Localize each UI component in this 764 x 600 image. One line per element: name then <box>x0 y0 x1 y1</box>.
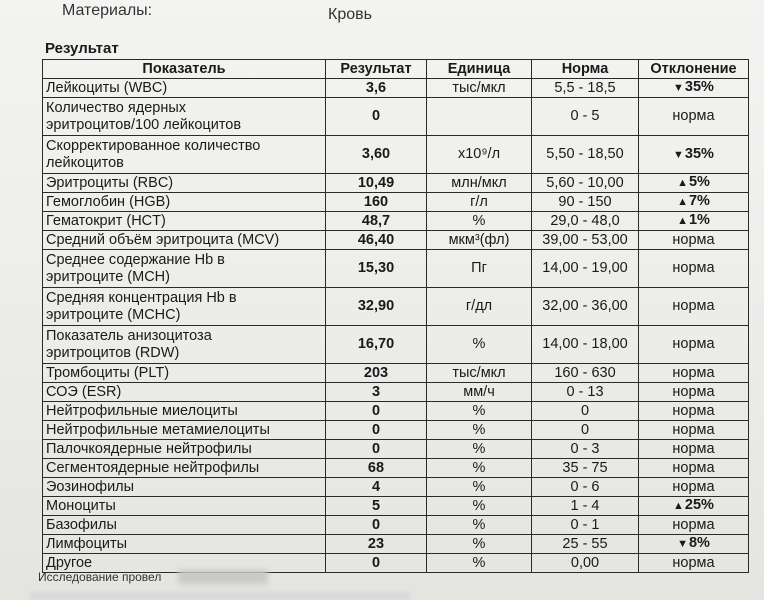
unit-value: % <box>427 440 532 459</box>
table-row <box>43 212 749 231</box>
deviation-cell <box>639 383 749 402</box>
norm-range: 0 - 1 <box>532 516 639 535</box>
indicator-name: Гемоглобин (HGB) <box>43 193 326 212</box>
deviation-cell <box>639 231 749 250</box>
deviation-value: норма <box>672 402 715 419</box>
indicator-name: Нейтрофильные метамиелоциты <box>43 421 326 440</box>
result-value: 3,60 <box>326 136 427 174</box>
table-row <box>43 535 749 554</box>
header-deviation: Отклонение <box>639 60 749 79</box>
table-row <box>43 516 749 535</box>
deviation-cell <box>639 535 749 554</box>
deviation-value: 7% <box>688 193 710 209</box>
indicator-name: Гематокрит (HCT) <box>43 212 326 231</box>
deviation-cell <box>639 326 749 364</box>
unit-value <box>427 98 532 136</box>
deviation-value: норма <box>672 260 715 276</box>
indicator-name: Тромбоциты (PLT) <box>43 364 326 383</box>
table-row <box>43 402 749 421</box>
arrow-up-icon: ▲ <box>677 196 688 208</box>
deviation-cell <box>639 364 749 383</box>
table-row <box>43 440 749 459</box>
deviation-value: норма <box>672 554 715 571</box>
result-value: 203 <box>326 364 427 383</box>
deviation-value: норма <box>672 298 715 314</box>
deviation-value: норма <box>672 478 715 495</box>
indicator-name: Эритроциты (RBC) <box>43 174 326 193</box>
norm-range: 14,00 - 19,00 <box>532 250 639 288</box>
unit-value: г/дл <box>427 288 532 326</box>
section-title: Результат <box>45 40 119 57</box>
table-row <box>43 79 749 98</box>
deviation-cell <box>639 421 749 440</box>
arrow-up-icon: ▲ <box>673 500 684 512</box>
indicator-name: Средняя концентрация Hb в эритроците (MCHC) <box>43 288 326 326</box>
arrow-down-icon: ▼ <box>677 538 688 550</box>
unit-value: мкм³(фл) <box>427 231 532 250</box>
unit-value: тыс/мкл <box>427 79 532 98</box>
deviation-value: норма <box>672 459 715 476</box>
indicator-name: Эозинофилы <box>43 478 326 497</box>
indicator-name: Скорректированное количество лейкоцитов <box>43 136 326 174</box>
deviation-value: норма <box>672 383 715 400</box>
unit-value: млн/мкл <box>427 174 532 193</box>
deviation-value: норма <box>672 440 715 457</box>
deviation-value: норма <box>672 231 715 248</box>
table-row <box>43 421 749 440</box>
result-value: 23 <box>326 535 427 554</box>
deviation-value: норма <box>672 108 715 124</box>
indicator-name: Количество ядерных эритроцитов/100 лейкоцитов <box>43 98 326 136</box>
norm-range: 29,0 - 48,0 <box>532 212 639 231</box>
deviation-value: норма <box>672 421 715 438</box>
result-value: 3,6 <box>326 79 427 98</box>
arrow-up-icon: ▲ <box>677 177 688 189</box>
deviation-cell <box>639 98 749 136</box>
table-row <box>43 193 749 212</box>
table-row <box>43 364 749 383</box>
deviation-value: 1% <box>688 212 710 228</box>
result-value: 68 <box>326 459 427 478</box>
norm-range: 0 - 5 <box>532 98 639 136</box>
deviation-cell <box>639 440 749 459</box>
unit-value: % <box>427 554 532 573</box>
cut-off-text <box>30 592 410 600</box>
indicator-name: Палочкоядерные нейтрофилы <box>43 440 326 459</box>
norm-range: 1 - 4 <box>532 497 639 516</box>
deviation-value: 35% <box>684 145 714 162</box>
table-body <box>43 79 749 573</box>
indicator-name: Показатель анизоцитоза эритроцитов (RDW) <box>43 326 326 364</box>
deviation-cell <box>639 554 749 573</box>
norm-range: 25 - 55 <box>532 535 639 554</box>
deviation-cell <box>639 516 749 535</box>
table-row <box>43 174 749 193</box>
norm-range: 14,00 - 18,00 <box>532 326 639 364</box>
arrow-down-icon: ▼ <box>673 82 684 94</box>
deviation-value: норма <box>672 516 715 533</box>
result-value: 48,7 <box>326 212 427 231</box>
norm-range: 0 - 6 <box>532 478 639 497</box>
deviation-value: норма <box>672 336 715 352</box>
unit-value: г/л <box>427 193 532 212</box>
norm-range: 5,50 - 18,50 <box>532 136 639 174</box>
result-value: 0 <box>326 440 427 459</box>
result-value: 0 <box>326 516 427 535</box>
arrow-up-icon: ▲ <box>677 215 688 227</box>
deviation-value: 25% <box>684 497 714 513</box>
norm-range: 0 <box>532 402 639 421</box>
unit-value: % <box>427 535 532 554</box>
unit-value: % <box>427 478 532 497</box>
deviation-cell <box>639 174 749 193</box>
deviation-cell <box>639 402 749 421</box>
result-value: 3 <box>326 383 427 402</box>
result-value: 10,49 <box>326 174 427 193</box>
header-unit: Единица <box>427 60 532 79</box>
footer-text: Исследование провел <box>38 570 162 584</box>
norm-range: 90 - 150 <box>532 193 639 212</box>
indicator-name: Моноциты <box>43 497 326 516</box>
norm-range: 0 - 3 <box>532 440 639 459</box>
table-row <box>43 497 749 516</box>
deviation-value: 8% <box>688 535 710 551</box>
deviation-cell <box>639 212 749 231</box>
norm-range: 0 <box>532 421 639 440</box>
indicator-name: Лимфоциты <box>43 535 326 554</box>
materials-label: Материалы: <box>62 2 153 19</box>
deviation-cell <box>639 288 749 326</box>
header-result: Результат <box>326 60 427 79</box>
table-row <box>43 326 749 364</box>
indicator-name: Базофилы <box>43 516 326 535</box>
result-value: 0 <box>326 554 427 573</box>
unit-value: x10⁹/л <box>427 136 532 174</box>
materials-value: Кровь <box>328 6 372 23</box>
norm-range: 160 - 630 <box>532 364 639 383</box>
norm-range: 0 - 13 <box>532 383 639 402</box>
result-value: 5 <box>326 497 427 516</box>
result-value: 46,40 <box>326 231 427 250</box>
indicator-name: Лейкоциты (WBC) <box>43 79 326 98</box>
arrow-down-icon: ▼ <box>673 148 684 161</box>
deviation-cell <box>639 193 749 212</box>
unit-value: Пг <box>427 250 532 288</box>
deviation-cell <box>639 497 749 516</box>
unit-value: % <box>427 459 532 478</box>
table-header-row <box>43 60 749 79</box>
table-row <box>43 250 749 288</box>
table-row <box>43 459 749 478</box>
norm-range: 32,00 - 36,00 <box>532 288 639 326</box>
deviation-cell <box>639 79 749 98</box>
header-norm: Норма <box>532 60 639 79</box>
norm-range: 5,5 - 18,5 <box>532 79 639 98</box>
indicator-name: Сегментоядерные нейтрофилы <box>43 459 326 478</box>
indicator-name: Другое <box>43 554 326 573</box>
table-row <box>43 383 749 402</box>
results-table <box>42 59 749 573</box>
deviation-cell <box>639 459 749 478</box>
unit-value: % <box>427 516 532 535</box>
norm-range: 0,00 <box>532 554 639 573</box>
deviation-cell <box>639 478 749 497</box>
unit-value: % <box>427 421 532 440</box>
norm-range: 39,00 - 53,00 <box>532 231 639 250</box>
table-row <box>43 136 749 174</box>
table-row <box>43 98 749 136</box>
unit-value: % <box>427 497 532 516</box>
deviation-cell <box>639 250 749 288</box>
unit-value: тыс/мкл <box>427 364 532 383</box>
redacted-name <box>178 570 268 584</box>
result-value: 4 <box>326 478 427 497</box>
result-value: 160 <box>326 193 427 212</box>
indicator-name: Среднее содержание Hb в эритроците (MCH) <box>43 250 326 288</box>
unit-value: мм/ч <box>427 383 532 402</box>
result-value: 15,30 <box>326 250 427 288</box>
unit-value: % <box>427 212 532 231</box>
deviation-value: норма <box>672 364 715 381</box>
norm-range: 5,60 - 10,00 <box>532 174 639 193</box>
header-indicator: Показатель <box>43 60 326 79</box>
result-value: 0 <box>326 402 427 421</box>
table-row <box>43 478 749 497</box>
result-value: 0 <box>326 98 427 136</box>
unit-value: % <box>427 402 532 421</box>
deviation-cell <box>639 136 749 174</box>
unit-value: % <box>427 326 532 364</box>
result-value: 16,70 <box>326 326 427 364</box>
table-row <box>43 231 749 250</box>
table-row <box>43 288 749 326</box>
result-value: 0 <box>326 421 427 440</box>
deviation-value: 35% <box>684 79 714 95</box>
indicator-name: Нейтрофильные миелоциты <box>43 402 326 421</box>
deviation-value: 5% <box>688 174 710 190</box>
indicator-name: СОЭ (ESR) <box>43 383 326 402</box>
result-value: 32,90 <box>326 288 427 326</box>
norm-range: 35 - 75 <box>532 459 639 478</box>
indicator-name: Средний объём эритроцита (MCV) <box>43 231 326 250</box>
